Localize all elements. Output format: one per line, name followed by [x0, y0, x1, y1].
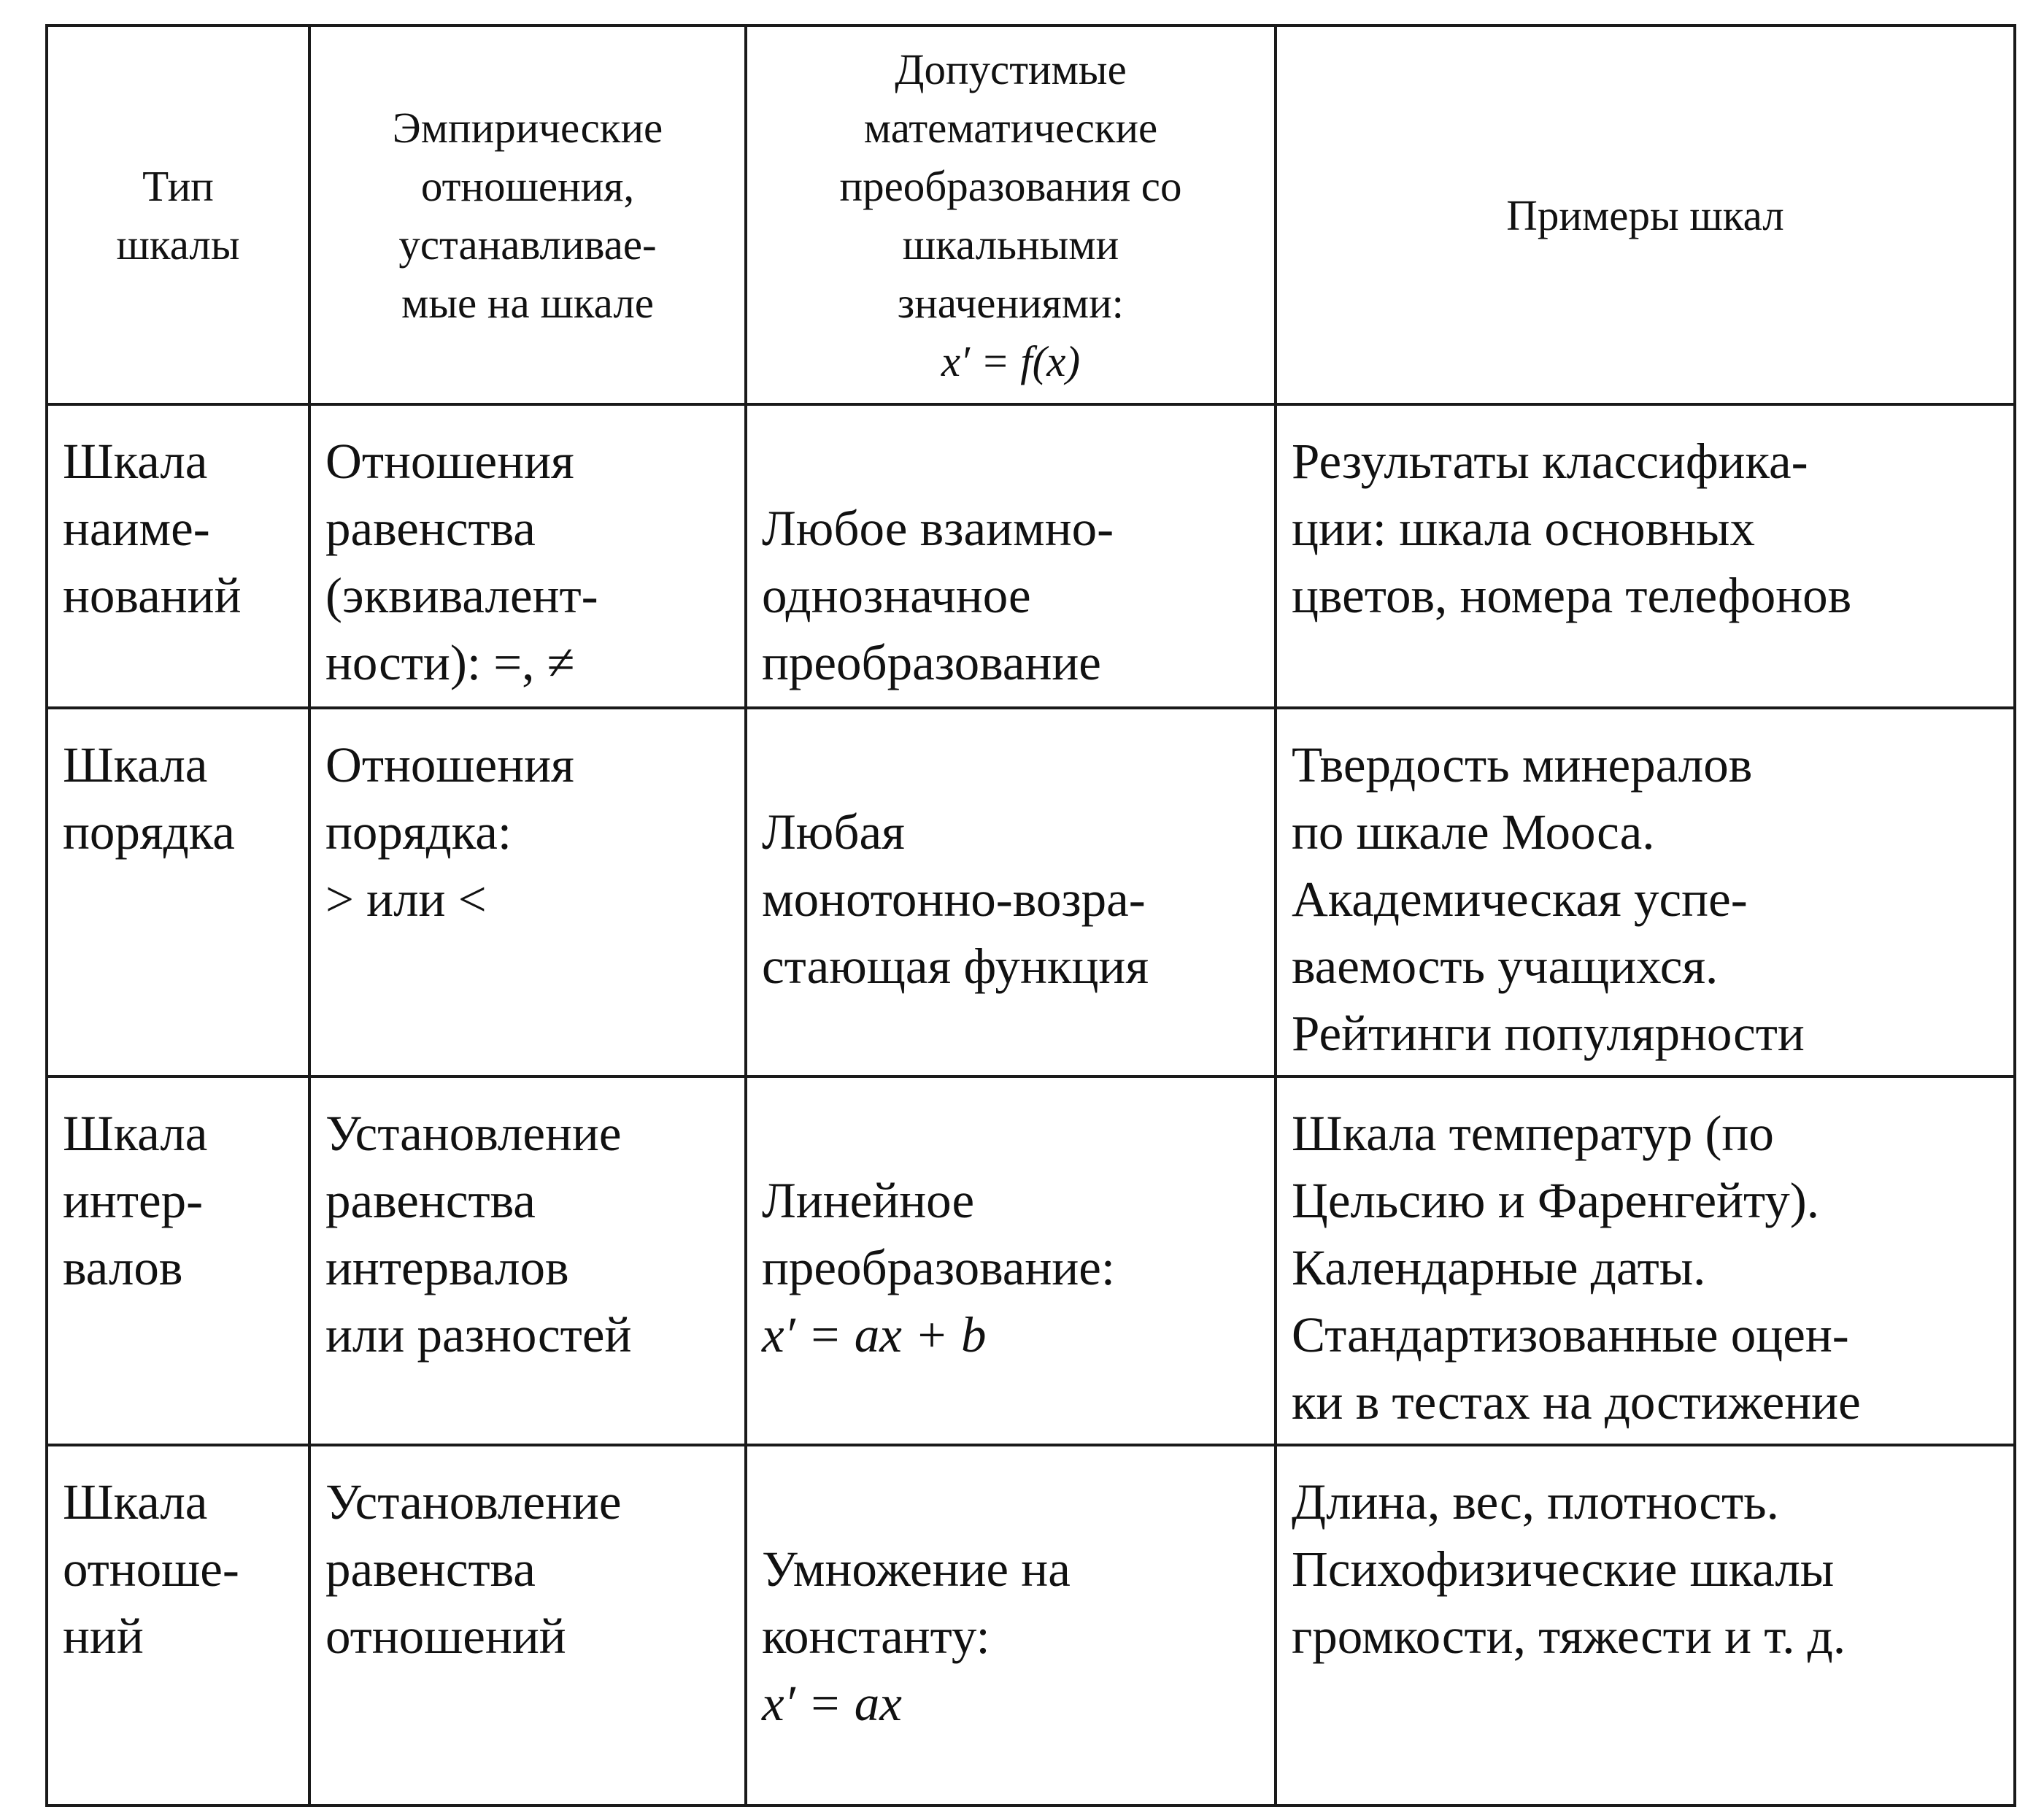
header-transformations	[746, 26, 1276, 404]
table-header	[47, 26, 2015, 404]
cell-relations: Установление равенства интервалов или разностей	[309, 1076, 746, 1445]
table-row	[47, 404, 2015, 708]
header-scale-type-text: Тип шкалы	[116, 161, 240, 269]
cell-examples: Результаты классифика- ции: шкала основных цветов, номера телефонов	[1276, 404, 2015, 708]
cell-relations: Установление равенства отношений	[309, 1445, 746, 1806]
table-row	[47, 1076, 2015, 1445]
header-transformations-formula: x′ = f(x)	[941, 336, 1081, 385]
cell-scale-type: Шкала наиме- нований	[47, 404, 309, 708]
header-empirical-relations	[309, 26, 746, 404]
cell-examples: Шкала температур (по Цельсию и Фаренгейту). Календарные даты. Стандартизованные оцен- ки в тестах на достижение	[1276, 1076, 2015, 1445]
cell-scale-type: Шкала интер- валов	[47, 1076, 309, 1445]
cell-transform	[746, 1445, 1276, 1806]
cell-transform	[746, 708, 1276, 1076]
header-transformations-text: Допустимые математические преобразования со шкальными значениями:	[839, 45, 1182, 327]
table-row	[47, 1445, 2015, 1806]
header-scale-type	[47, 26, 309, 404]
cell-transform-text: Умножение на константу:	[762, 1541, 1071, 1664]
cell-examples: Твердость минералов по шкале Мооса. Академическая успе- ваемость учащихся. Рейтинги популярности	[1276, 708, 2015, 1076]
cell-scale-type: Шкала порядка	[47, 708, 309, 1076]
header-examples	[1276, 26, 2015, 404]
cell-transform-text: Линейное преобразование:	[762, 1173, 1116, 1295]
header-examples-text: Примеры шкал	[1506, 190, 1784, 239]
scales-table	[45, 24, 2016, 1807]
cell-transform-formula: x′ = ax + b	[762, 1307, 987, 1363]
cell-relations: Отношения порядка: > или <	[309, 708, 746, 1076]
header-empirical-relations-text: Эмпирические отношения, устанавливае- мые на шкале	[392, 103, 663, 327]
cell-transform-text: Любая монотонно-возра- стающая функция	[762, 804, 1149, 994]
cell-transform-formula: x′ = ax	[762, 1676, 902, 1731]
cell-examples: Длина, вес, плотность. Психофизические шкалы громкости, тяжести и т. д.	[1276, 1445, 2015, 1806]
table-body	[47, 404, 2015, 1806]
cell-transform	[746, 404, 1276, 708]
cell-relations: Отношения равенства (эквивалент- ности): =, ≠	[309, 404, 746, 708]
header-row	[47, 26, 2015, 404]
cell-scale-type: Шкала отноше- ний	[47, 1445, 309, 1806]
cell-transform-text: Любое взаимно- однозначное преобразование	[762, 501, 1114, 690]
cell-transform	[746, 1076, 1276, 1445]
table-row	[47, 708, 2015, 1076]
